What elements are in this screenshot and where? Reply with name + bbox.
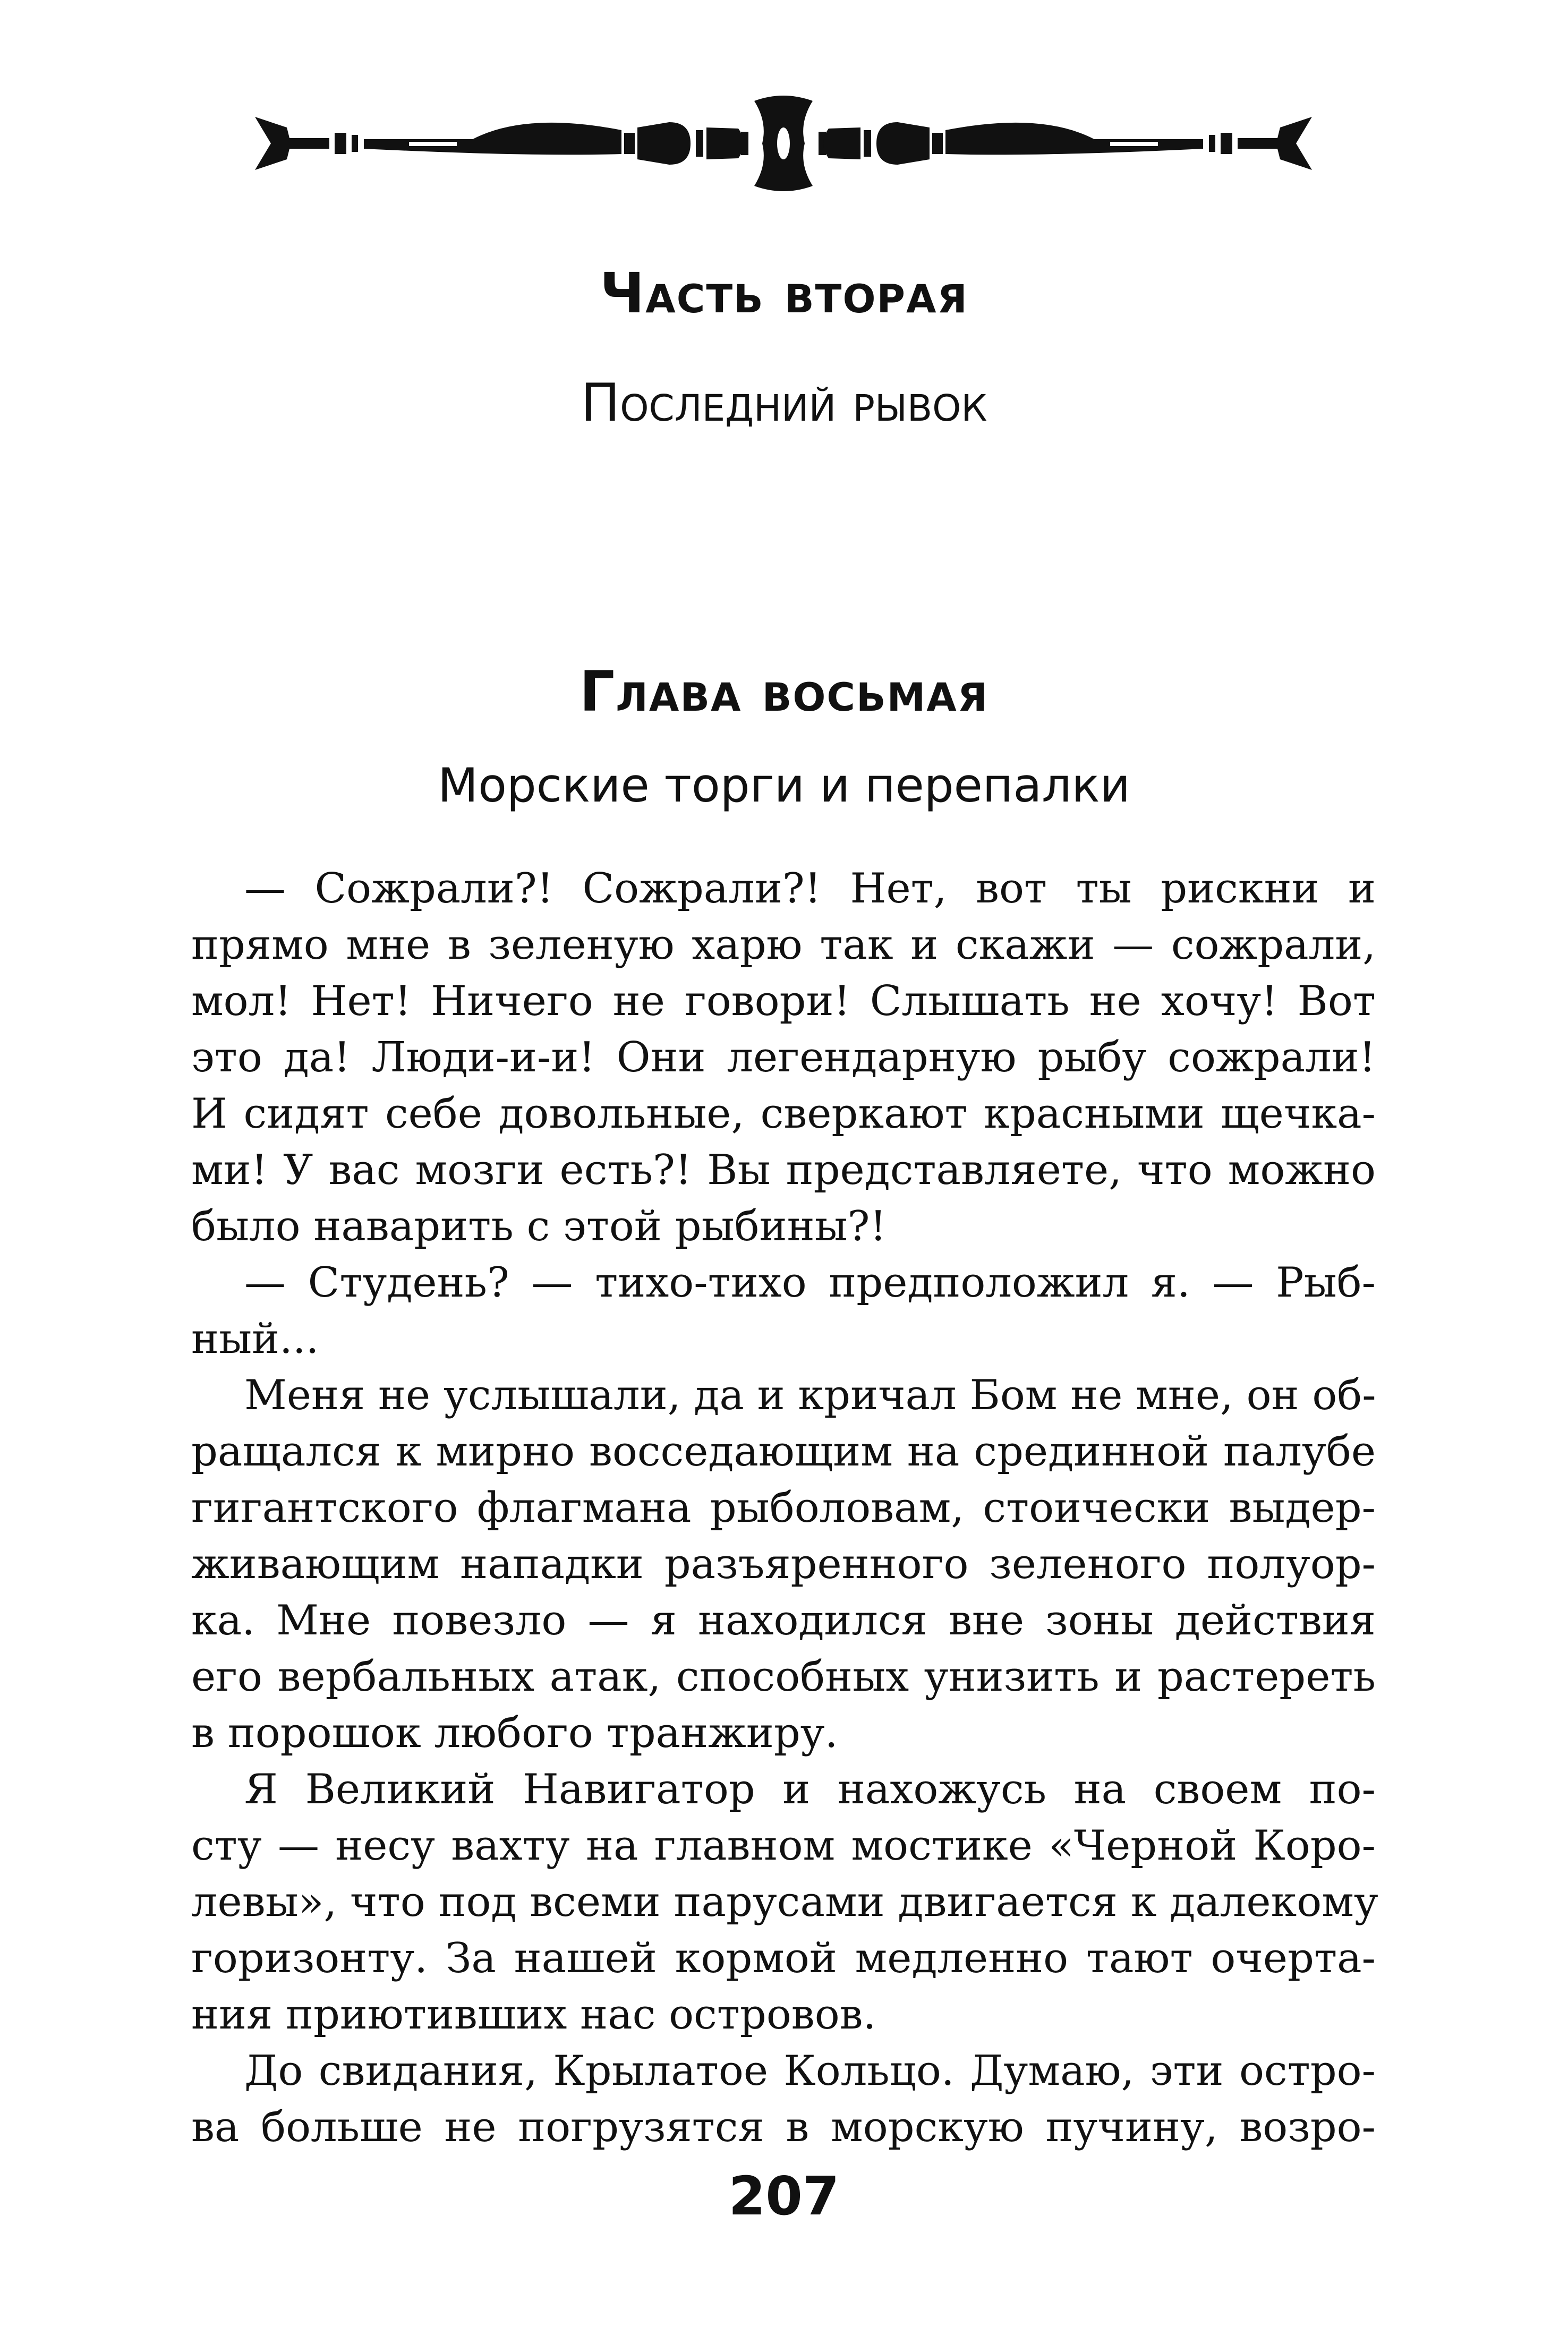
text-line: ва больше не погрузятся в морскую пучину, возро- [191,2103,1376,2151]
text-line: сту — несу вахту на главном мостике «Черной Коро- [191,1822,1376,1870]
decorative-ornament-icon [250,80,1317,202]
text-line: И сидят себе довольные, сверкают красными щечка- [191,1090,1376,1138]
chapter-subtitle: Морские торги и перепалки [438,758,1130,813]
text-line: До свидания, Крылатое Кольцо. Думаю, эти остро- [244,2047,1376,2095]
text-line: гигантского флагмана рыболовам, стоически выдер- [191,1484,1376,1532]
text-line: Я Великий Навигатор и нахожусь на своем по- [244,1766,1376,1813]
text-line: ми! У вас мозги есть?! Вы представляете, что можно [191,1146,1376,1194]
text-line: мол! Нет! Ничего не говори! Слышать не хочу! Вот [191,977,1376,1025]
text-line: это да! Люди-и-и! Они легендарную рыбу сожрали! [191,1034,1376,1081]
text-line: ка. Мне повезло — я находился вне зоны действия [191,1597,1376,1644]
chapter-body-text [191,860,1376,2155]
part-title: Часть вторая [600,261,968,326]
chapter-title: Глава восьмая [579,659,988,724]
text-line: — Студень? — тихо-тихо предположил я. — Рыб- [244,1259,1376,1307]
text-line: в порошок любого транжиру. [191,1709,838,1757]
text-line: — Сожрали?! Сожрали?! Нет, вот ты рискни и [244,865,1376,913]
text-line: левы», что под всеми парусами двигается к далекому [191,1878,1378,1926]
text-line: ния приютивших нас островов. [191,1991,876,2039]
text-line: было наварить с этой рыбины?! [191,1203,887,1250]
part-subtitle: Последний рывок [581,373,987,433]
text-line: Меня не услышали, да и кричал Бом не мне, он об- [244,1371,1376,1419]
text-line: горизонту. За нашей кормой медленно тают очерта- [191,1935,1376,1982]
text-line: его вербальных атак, способных унизить и растереть [191,1653,1376,1701]
text-line: прямо мне в зеленую харю так и скажи — сожрали, [191,921,1376,969]
text-line: ный... [191,1315,319,1363]
text-line: живающим нападки разъяренного зеленого полуор- [191,1540,1376,1588]
text-line: ращался к мирно восседающим на срединной палубе [191,1428,1376,1476]
page-number: 207 [728,2165,840,2227]
